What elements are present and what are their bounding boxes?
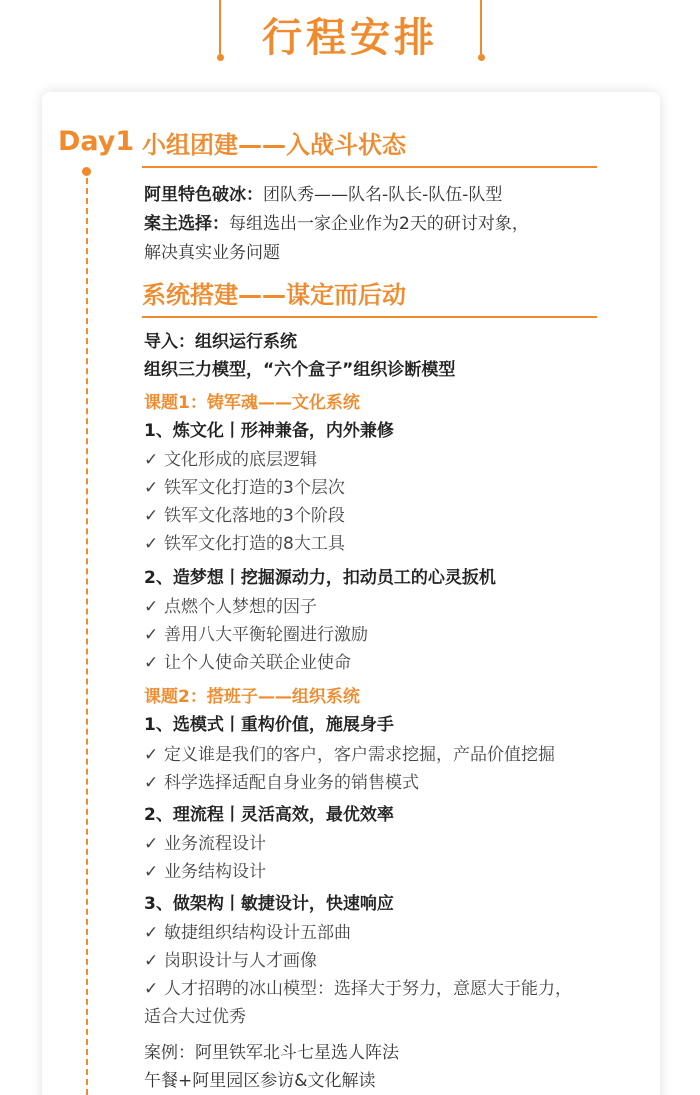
timeline-line xyxy=(86,178,88,1095)
check-icon: ✓ xyxy=(144,979,159,999)
topic-2-heading-3: 3、做架构丨敏捷设计，快速响应 xyxy=(144,894,394,914)
section-team-building xyxy=(142,130,597,168)
topic-1-heading-1: 1、炼文化丨形神兼备，内外兼修 xyxy=(144,421,394,441)
check-icon: ✓ xyxy=(144,625,159,645)
icebreaker-line xyxy=(144,184,502,206)
case-select-label: 案主选择： xyxy=(144,214,229,234)
check-icon: ✓ xyxy=(144,773,159,793)
topic-2-title: 课题2：搭班子——组织系统 xyxy=(144,687,360,707)
check-item xyxy=(144,950,317,972)
section-title: 系统搭建——谋定而后动 xyxy=(142,281,406,309)
timeline-dot xyxy=(82,167,91,176)
check-item xyxy=(144,922,351,944)
intro-line: 导入：组织运行系统 xyxy=(144,332,297,352)
icebreaker-text: 团队秀——队名-队长-队伍-队型 xyxy=(263,185,503,205)
case-line: 案例：阿里铁军北斗七星选人阵法 xyxy=(144,1043,399,1063)
check-item xyxy=(144,772,419,794)
check-item xyxy=(144,596,317,618)
check-icon: ✓ xyxy=(144,951,159,971)
topic-1-heading-2: 2、造梦想丨挖掘源动力，扣动员工的心灵扳机 xyxy=(144,568,496,588)
check-item xyxy=(144,978,572,1000)
check-item-text: 业务结构设计 xyxy=(164,862,266,882)
topic-2-heading-1: 1、选模式丨重构价值，施展身手 xyxy=(144,715,394,735)
section-system-building xyxy=(142,280,597,318)
check-icon: ✓ xyxy=(144,834,159,854)
check-item-text: 人才招聘的冰山模型：选择大于努力，意愿大于能力， xyxy=(164,979,572,999)
check-icon: ✓ xyxy=(144,597,159,617)
check-icon: ✓ xyxy=(144,534,159,554)
check-item xyxy=(144,652,351,674)
model-line: 组织三力模型，“六个盒子”组织诊断模型 xyxy=(144,360,456,380)
page-header xyxy=(0,0,700,78)
check-icon: ✓ xyxy=(144,653,159,673)
check-item xyxy=(144,505,345,527)
lunch-line: 午餐+阿里园区参访&文化解读 xyxy=(144,1071,376,1091)
check-item-text: 铁军文化打造的8大工具 xyxy=(164,534,345,554)
check-item-text: 铁军文化打造的3个层次 xyxy=(164,478,345,498)
topic-1-title: 课题1：铸军魂——文化系统 xyxy=(144,393,360,413)
check-item xyxy=(144,624,368,646)
case-select-line-2: 解决真实业务问题 xyxy=(144,243,280,263)
check-item xyxy=(144,477,345,499)
check-icon: ✓ xyxy=(144,450,159,470)
check-item xyxy=(144,833,266,855)
check-item-text: 岗职设计与人才画像 xyxy=(164,951,317,971)
topic-2-heading-2: 2、理流程丨灵活高效，最优效率 xyxy=(144,805,394,825)
check-item-text: 铁军文化落地的3个阶段 xyxy=(164,506,345,526)
check-item-text: 业务流程设计 xyxy=(164,834,266,854)
case-select-line xyxy=(144,213,529,235)
check-item xyxy=(144,861,266,883)
check-icon: ✓ xyxy=(144,478,159,498)
check-icon: ✓ xyxy=(144,923,159,943)
check-item-text: 科学选择适配自身业务的销售模式 xyxy=(164,773,419,793)
page-title: 行程安排 xyxy=(262,15,438,61)
day-label: Day1 xyxy=(58,126,135,157)
check-item-continued: 适合大过优秀 xyxy=(144,1007,246,1027)
schedule-card xyxy=(42,92,660,1095)
check-item xyxy=(144,533,345,555)
check-item-text: 让个人使命关联企业使命 xyxy=(164,653,351,673)
check-item xyxy=(144,744,555,766)
check-icon: ✓ xyxy=(144,862,159,882)
check-item-text: 点燃个人梦想的因子 xyxy=(164,597,317,617)
check-item-text: 敏捷组织结构设计五部曲 xyxy=(164,923,351,943)
check-icon: ✓ xyxy=(144,506,159,526)
case-select-text: 每组选出一家企业作为2天的研讨对象， xyxy=(229,214,529,234)
icebreaker-label: 阿里特色破冰： xyxy=(144,185,263,205)
check-item xyxy=(144,449,317,471)
section-divider xyxy=(142,316,597,318)
check-item-text: 定义谁是我们的客户，客户需求挖掘，产品价值挖掘 xyxy=(164,745,555,765)
check-item-text: 善用八大平衡轮圈进行激励 xyxy=(164,625,368,645)
check-icon: ✓ xyxy=(144,745,159,765)
section-title: 小组团建——入战斗状态 xyxy=(142,131,406,159)
section-divider xyxy=(142,166,597,168)
check-item-text: 文化形成的底层逻辑 xyxy=(164,450,317,470)
